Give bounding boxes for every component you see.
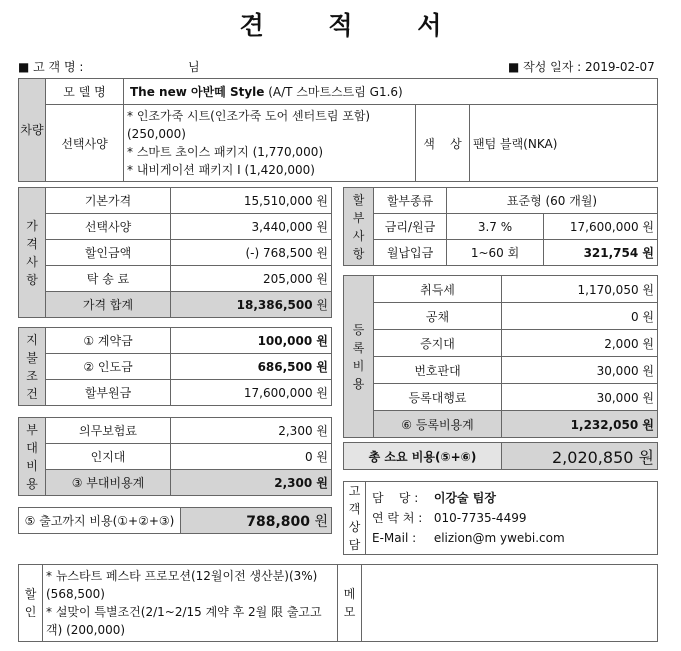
options-line: (250,000) bbox=[127, 127, 186, 141]
option-price-label: 선택사양 bbox=[46, 214, 171, 240]
price-total-value: 18,386,500 원 bbox=[171, 292, 332, 318]
color-value: 팬텀 블랙(NKA) bbox=[470, 105, 658, 182]
agency-fee-value: 30,000 원 bbox=[502, 384, 658, 411]
payment-side-label: 지불조건 bbox=[19, 328, 46, 406]
bond-label: 공채 bbox=[374, 303, 502, 330]
stamp-value: 0 원 bbox=[171, 444, 332, 470]
consult-info bbox=[366, 482, 658, 555]
extra-side-label: 부대비용 bbox=[19, 418, 46, 496]
extra-total-value: 2,300 원 bbox=[171, 470, 332, 496]
acquisition-tax-label: 취득세 bbox=[374, 276, 502, 303]
manager-label: 담 당 : bbox=[372, 491, 419, 505]
agency-fee-label: 등록대행료 bbox=[374, 384, 502, 411]
registration-side-label: 등록비용 bbox=[344, 276, 374, 438]
options-line: * 스마트 초이스 패키지 (1,770,000) bbox=[127, 145, 324, 159]
rate-value: 3.7 % bbox=[447, 214, 544, 240]
discount-side-label: 할인 bbox=[19, 565, 43, 642]
phone-label: 연 락 처 : bbox=[372, 511, 423, 525]
price-table bbox=[18, 187, 332, 318]
certificate-fee-value: 2,000 원 bbox=[502, 330, 658, 357]
manager-value: 이강술 팀장 bbox=[433, 491, 496, 505]
consult-table bbox=[343, 481, 658, 555]
insurance-label: 의무보험료 bbox=[46, 418, 171, 444]
registration-total-label: ⑥ 등록비용계 bbox=[374, 411, 502, 438]
installment-table bbox=[343, 187, 658, 266]
email-value: elizion@m ywebi.com bbox=[433, 531, 565, 545]
acquisition-tax-value: 1,170,050 원 bbox=[502, 276, 658, 303]
options-line: * 인조가죽 시트(인조가죽 도어 센터트림 포함) bbox=[127, 109, 371, 123]
discount-amount-value: (-) 768,500 원 bbox=[171, 240, 332, 266]
certificate-fee-label: 증지대 bbox=[374, 330, 502, 357]
email-row bbox=[372, 528, 651, 548]
registration-table bbox=[343, 275, 658, 438]
total-cost-value: 2,020,850 원 bbox=[502, 443, 658, 470]
model-value bbox=[124, 79, 658, 105]
installment-side-label: 할부사항 bbox=[344, 188, 374, 266]
discount-line: * 설맞이 특별조건(2/1~2/15 계약 후 2월 限 출고고 bbox=[46, 605, 322, 619]
discount-line: (568,500) bbox=[46, 587, 105, 601]
discount-amount-label: 할인금액 bbox=[46, 240, 171, 266]
issue-date: ■ 작성 일자 : 2019-02-07 bbox=[508, 60, 655, 74]
shipping-fee-value: 205,000 원 bbox=[171, 266, 332, 292]
price-side-label: 가격사항 bbox=[19, 188, 46, 318]
phone-value: 010-7735-4499 bbox=[433, 511, 527, 525]
manager-row bbox=[372, 488, 651, 508]
extra-cost-table bbox=[18, 417, 332, 496]
model-name: The new 아반떼 Style bbox=[130, 85, 265, 99]
rate-label: 금리/원금 bbox=[374, 214, 447, 240]
base-price-value: 15,510,000 원 bbox=[171, 188, 332, 214]
base-price-label: 기본가격 bbox=[46, 188, 171, 214]
options-list bbox=[124, 105, 416, 182]
color-label: 색 상 bbox=[416, 105, 470, 182]
consult-side-label: 고객상담 bbox=[344, 482, 366, 555]
total-cost-label: 총 소요 비용(⑤+⑥) bbox=[344, 443, 502, 470]
installment-type-label: 할부종류 bbox=[374, 188, 447, 214]
bond-value: 0 원 bbox=[502, 303, 658, 330]
plate-fee-label: 번호판대 bbox=[374, 357, 502, 384]
customer-name-suffix: 님 bbox=[188, 60, 200, 74]
registration-total-value: 1,232,050 원 bbox=[502, 411, 658, 438]
phone-row bbox=[372, 508, 651, 528]
customer-name-label: ■ 고 객 명 : bbox=[18, 60, 84, 74]
vehicle-side-label: 차량 bbox=[19, 79, 46, 182]
stamp-label: 인지대 bbox=[46, 444, 171, 470]
principal-value: 17,600,000 원 bbox=[544, 214, 658, 240]
model-spec: (A/T 스마트스트림 G1.6) bbox=[268, 85, 403, 99]
installment-type-value: 표준형 (60 개월) bbox=[447, 188, 658, 214]
extra-total-label: ③ 부대비용계 bbox=[46, 470, 171, 496]
model-label: 모 델 명 bbox=[46, 79, 124, 105]
installment-principal-value: 17,600,000 원 bbox=[171, 380, 332, 406]
vehicle-table bbox=[18, 78, 658, 182]
payment-table bbox=[18, 327, 332, 406]
monthly-value: 321,754 원 bbox=[544, 240, 658, 266]
contract-deposit-value: 100,000 원 bbox=[171, 328, 332, 354]
installment-principal-label: 할부원금 bbox=[46, 380, 171, 406]
email-label: E-Mail : bbox=[372, 531, 417, 545]
insurance-value: 2,300 원 bbox=[171, 418, 332, 444]
options-label: 선택사양 bbox=[46, 105, 124, 182]
discount-list bbox=[43, 565, 338, 642]
memo-side-label: 메모 bbox=[338, 565, 362, 642]
contract-deposit-label: ① 계약금 bbox=[46, 328, 171, 354]
discount-memo-table bbox=[18, 564, 658, 642]
document-title: 견 적 서 bbox=[239, 11, 470, 40]
monthly-label: 월납입금 bbox=[374, 240, 447, 266]
discount-line: 객) (200,000) bbox=[46, 623, 126, 637]
memo-content[interactable] bbox=[362, 565, 658, 642]
shipping-fee-label: 탁 송 료 bbox=[46, 266, 171, 292]
options-line: * 내비게이션 패키지 I (1,420,000) bbox=[127, 163, 315, 177]
delivery-cost-value: 788,800 원 bbox=[181, 508, 332, 534]
delivery-cost-label: ⑤ 출고까지 비용(①+②+③) bbox=[19, 508, 181, 534]
plate-fee-value: 30,000 원 bbox=[502, 357, 658, 384]
delivery-payment-value: 686,500 원 bbox=[171, 354, 332, 380]
option-price-value: 3,440,000 원 bbox=[171, 214, 332, 240]
discount-line: * 뉴스타트 페스타 프로모션(12월이전 생산분)(3%) bbox=[46, 569, 318, 583]
total-cost-table bbox=[343, 442, 658, 470]
price-total-label: 가격 합계 bbox=[46, 292, 171, 318]
monthly-range: 1~60 회 bbox=[447, 240, 544, 266]
delivery-cost-table bbox=[18, 507, 332, 534]
delivery-payment-label: ② 인도금 bbox=[46, 354, 171, 380]
